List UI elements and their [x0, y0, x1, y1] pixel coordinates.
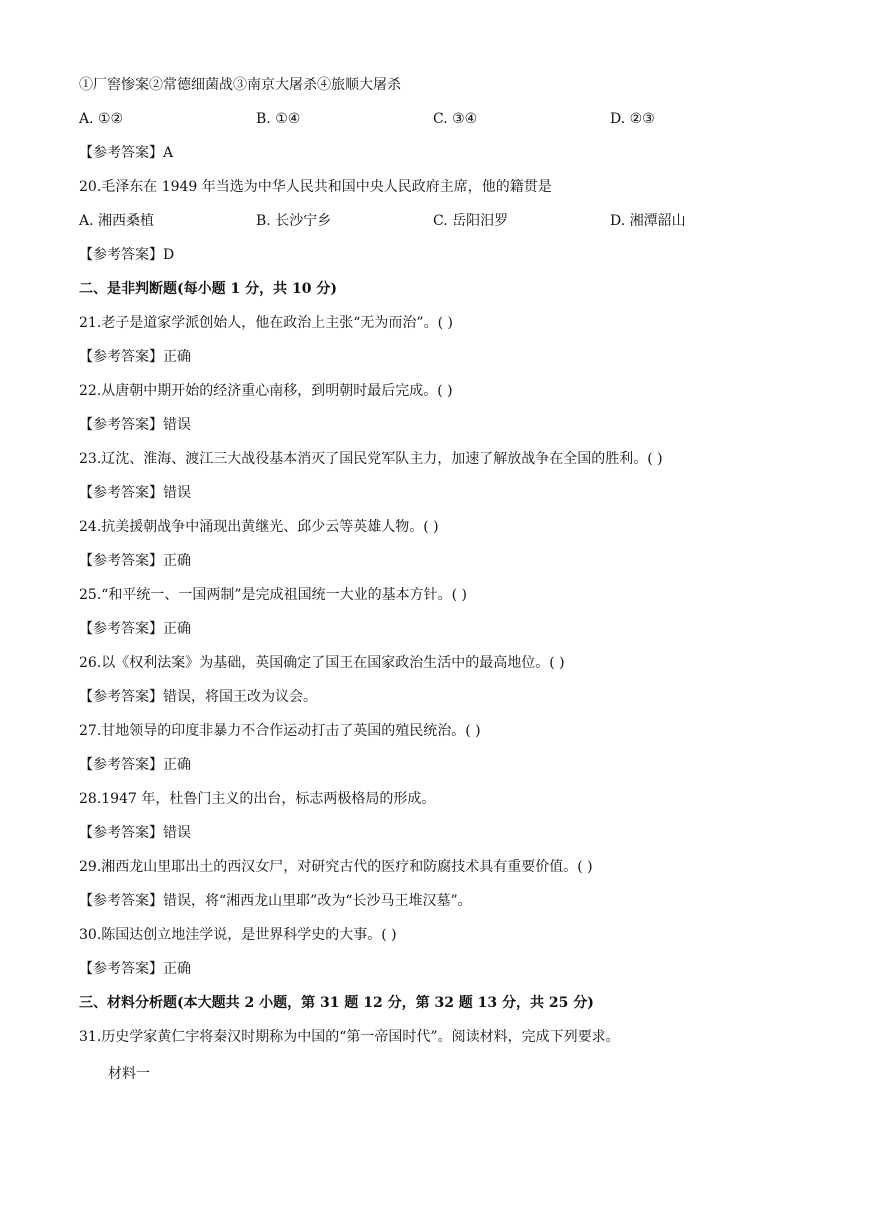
q19-items: ①厂窖惨案②常德细菌战③南京大屠杀④旅顺大屠杀	[79, 77, 401, 93]
q20-option-d: D. 湘潭韶山	[610, 213, 686, 229]
q19-option-c: C. ③④	[433, 111, 478, 127]
q22-answer: 【参考答案】错误	[79, 417, 191, 433]
q30-stem: 30.陈国达创立地洼学说，是世界科学史的大事。( )	[79, 927, 397, 943]
q29-answer: 【参考答案】错误，将“湘西龙山里耶”改为“长沙马王堆汉墓”。	[79, 893, 472, 909]
q27-stem: 27.甘地领导的印度非暴力不合作运动打击了英国的殖民统治。( )	[79, 723, 481, 739]
q21-answer: 【参考答案】正确	[79, 349, 191, 365]
q28-stem: 28.1947 年，杜鲁门主义的出台，标志两极格局的形成。	[79, 791, 436, 807]
q23-answer: 【参考答案】错误	[79, 485, 191, 501]
q26-answer: 【参考答案】错误，将国王改为议会。	[79, 689, 317, 705]
q24-answer: 【参考答案】正确	[79, 553, 191, 569]
q28-answer: 【参考答案】错误	[79, 825, 191, 841]
q19-option-d: D. ②③	[610, 111, 655, 127]
q24-stem: 24.抗美援朝战争中涌现出黄继光、邱少云等英雄人物。( )	[79, 519, 439, 535]
q23-stem: 23.辽沈、淮海、渡江三大战役基本消灭了国民党军队主力，加速了解放战争在全国的胜利。( )	[79, 451, 663, 467]
q20-stem: 20.毛泽东在 1949 年当选为中华人民共和国中央人民政府主席，他的籍贯是	[79, 179, 552, 195]
q22-stem: 22.从唐朝中期开始的经济重心南移，到明朝时最后完成。( )	[79, 383, 453, 399]
q25-answer: 【参考答案】正确	[79, 621, 191, 637]
q20-option-c: C. 岳阳汨罗	[433, 213, 509, 229]
q26-stem: 26.以《权利法案》为基础，英国确定了国王在国家政治生活中的最高地位。( )	[79, 655, 565, 671]
section2-title: 二、是非判断题(每小题 1 分，共 10 分)	[79, 281, 337, 297]
q19-option-b: B. ①④	[256, 111, 301, 127]
q27-answer: 【参考答案】正确	[79, 757, 191, 773]
q20-answer: 【参考答案】D	[79, 247, 175, 263]
q30-answer: 【参考答案】正确	[79, 961, 191, 977]
q19-option-a: A. ①②	[79, 111, 124, 127]
q21-stem: 21.老子是道家学派创始人，他在政治上主张“无为而治”。( )	[79, 315, 453, 331]
q20-option-a: A. 湘西桑植	[79, 213, 155, 229]
q31-material-label: 材料一	[108, 1066, 150, 1082]
q25-stem: 25.“和平统一、一国两制”是完成祖国统一大业的基本方针。( )	[79, 587, 467, 603]
q19-answer: 【参考答案】A	[79, 145, 174, 161]
q29-stem: 29.湘西龙山里耶出土的西汉女尸，对研究古代的医疗和防腐技术具有重要价值。( )	[79, 859, 593, 875]
q31-stem: 31.历史学家黄仁宇将秦汉时期称为中国的“第一帝国时代”。阅读材料，完成下列要求。	[79, 1029, 620, 1045]
q20-option-b: B. 长沙宁乡	[256, 213, 332, 229]
section3-title: 三、材料分析题(本大题共 2 小题，第 31 题 12 分，第 32 题 13 分，共 25 分)	[79, 995, 594, 1011]
